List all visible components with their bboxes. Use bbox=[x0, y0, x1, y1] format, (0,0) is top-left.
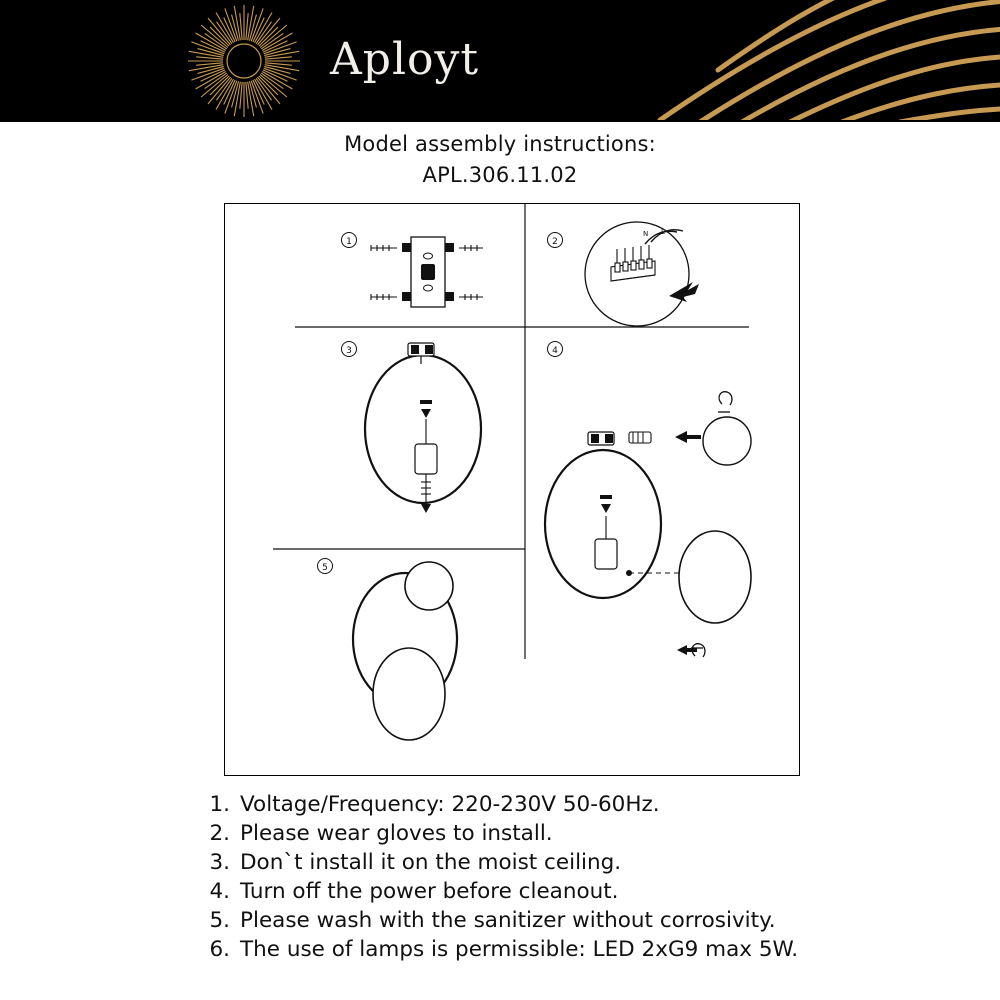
note-number: 3. bbox=[209, 850, 230, 875]
note-text: Turn off the power before cleanout. bbox=[240, 879, 619, 904]
note-text: Voltage/Frequency: 220-230V 50-60Hz. bbox=[240, 792, 660, 817]
large-shade bbox=[373, 648, 445, 740]
note-text: Please wash with the sanitizer without corrosivity. bbox=[240, 908, 776, 933]
note-number: 2. bbox=[209, 821, 230, 846]
title-line-sku: APL.306.11.02 bbox=[422, 163, 578, 187]
notes-list bbox=[196, 790, 956, 964]
step-2-illustration bbox=[585, 222, 699, 326]
list-item bbox=[196, 819, 956, 848]
arrow-left-icon bbox=[675, 431, 701, 443]
note-number: 4. bbox=[209, 879, 230, 904]
bulb-insert-group bbox=[629, 392, 751, 465]
assembly-diagram-panel bbox=[224, 203, 800, 776]
note-number: 5. bbox=[209, 908, 230, 933]
list-item bbox=[196, 935, 956, 964]
title-line-model: Model assembly instructions: bbox=[344, 132, 656, 156]
list-item bbox=[196, 848, 956, 877]
step-4-illustration bbox=[545, 392, 751, 657]
step-3-illustration bbox=[365, 343, 481, 513]
list-item bbox=[196, 790, 956, 819]
note-number: 1. bbox=[209, 792, 230, 817]
assembly-diagram bbox=[225, 204, 799, 775]
svg-text:5: 5 bbox=[322, 563, 328, 573]
svg-text:N: N bbox=[643, 230, 649, 238]
step-marker-2 bbox=[548, 233, 563, 248]
list-item bbox=[196, 877, 956, 906]
brand-wordmark: Aployt bbox=[330, 34, 480, 85]
glove-icon-2 bbox=[677, 644, 705, 657]
note-text: Please wear gloves to install. bbox=[240, 821, 553, 846]
shade-disc bbox=[679, 531, 751, 623]
banner-graphics bbox=[0, 0, 1000, 122]
svg-text:1: 1 bbox=[346, 237, 352, 247]
list-item bbox=[196, 906, 956, 935]
svg-text:4: 4 bbox=[552, 346, 558, 356]
step-marker-3 bbox=[342, 342, 357, 357]
glove-icon bbox=[718, 392, 732, 412]
svg-text:3: 3 bbox=[346, 346, 352, 356]
step-5-illustration bbox=[353, 562, 457, 740]
note-number: 6. bbox=[209, 937, 230, 962]
step-marker-1 bbox=[342, 233, 357, 248]
note-text: The use of lamps is permissible: LED 2xG9 max 5W. bbox=[240, 937, 799, 962]
note-text: Don`t install it on the moist ceiling. bbox=[240, 850, 622, 875]
small-globe bbox=[405, 562, 453, 610]
svg-text:L: L bbox=[661, 228, 665, 236]
step-1-illustration bbox=[371, 237, 483, 307]
step-marker-4 bbox=[548, 342, 563, 357]
page-title bbox=[0, 132, 1000, 187]
svg-text:2: 2 bbox=[552, 237, 558, 247]
header-banner bbox=[0, 0, 1000, 122]
step-marker-5 bbox=[318, 559, 333, 574]
